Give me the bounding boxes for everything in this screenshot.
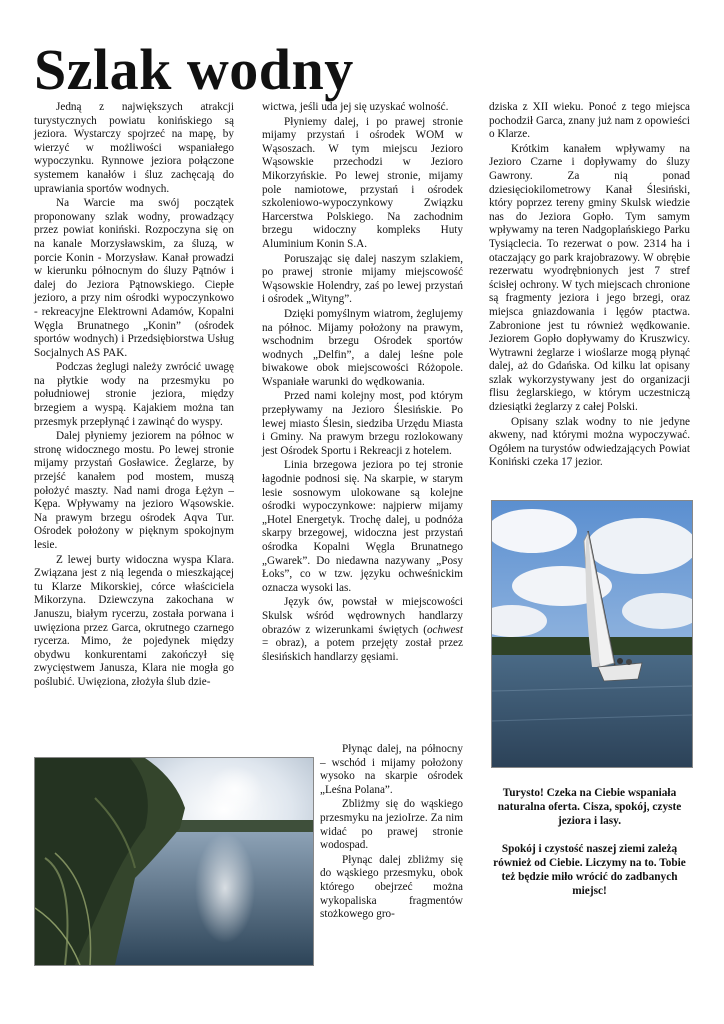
paragraph: Jedną z największych atrakcji turystycznych powiatu konińskiego są jeziora. Wystarczy spojrzeć na mapę, by wierzyć w możliwości wspaniałego wypoczynku. Rynnowe jeziora połączone systemem kanałów i śluz zachęcają do uprawiania sportów wodnych. — [34, 101, 234, 195]
page-title: Szlak wodny — [34, 37, 354, 102]
paragraph: Przed nami kolejny most, pod którym przepływamy na Jezioro Ślesińskie. Po lewej miasto Ślesin, siedziba Urzędu Miasta i Gminy. Na prawym brzegu rozlokowany jest Ośrodek Sportu i Rekreacji z hotelem. — [262, 390, 463, 457]
paragraph: Linia brzegowa jeziora po tej stronie łagodnie podnosi się. Na skarpie, w starym lesie sosnowym ulokowane są kolejne ośrodki wypoczynkowe: najpierw mijamy „Hotel Energetyk. Trochę dalej, u podnóża skarpy brzegowej, widoczna jest przystań ośrodka Kopalni Węgla Brunatnego „Gwarek”. Do niedawna nazywany „Posy Łoks”, co w tzw. języku ochweśnickim oznacza wysoki las. — [262, 459, 463, 594]
tourist-notice — [489, 786, 690, 912]
paragraph: Poruszając się dalej naszym szlakiem, po prawej stronie mijamy miejscowość Wąsowskie Holendry, zaś po lewej przystań i ośrodek „Wityng”. — [262, 252, 463, 306]
article-column-2 — [262, 101, 463, 665]
paragraph: Dzięki pomyślnym wiatrom, żeglujemy na północ. Mijamy położony na prawym, wschodnim brzegu Ośrodek sportów wodnych „Delfin”, a dalej leśne pole biwakowe obok miejscowości Różopole. Wspaniałe warunki do wędkowania. — [262, 307, 463, 388]
italic-term: ochwest — [426, 623, 463, 636]
article-column-1 — [34, 101, 234, 691]
lake-photo-icon — [35, 758, 313, 965]
text-run: Język ów, powstał w miejscowości Skulsk wśród wędrownych handlarzy obrazów z wizerunkami świętych ( — [262, 596, 463, 636]
paragraph: Podczas żeglugi należy zwrócić uwagę na płytkie wody na przesmyku po południowej stronie jeziora, między brzegiem a wyspą. Kajakiem można tan przesmyk przepłynąć i zawinąć do wyspy. — [34, 361, 234, 428]
paragraph: Płynąc dalej zbliżmy się do wąskiego przesmyku, obok którego obejrzeć można wykopaliska fragmentów stożkowego gro- — [320, 853, 463, 921]
notice-paragraph: Spokój i czystość naszej ziemi zależą również od Ciebie. Liczymy na to. Tobie też będzie miło wrócić do zadbanych miejsc! — [493, 843, 686, 897]
article-column-3 — [489, 101, 690, 471]
paragraph: Krótkim kanałem wpływamy na Jezioro Czarne i dopływamy do śluzy Gawrony. Za nią ponad dziesięciokilometrowy Kanał Ślesiński, który poprzez tereny gminy Skulsk wiedzie nas do Jeziora Gopło. Tym samym wpływamy na teren Nadgoplańskiego Parku Tysiąclecia. To rezerwat o pow. 2314 ha i otaczający go park krajobrazowy. W obrębie rezerwatu wyodrębnionych jest 7 stref ścisłej ochrony. W tych miejscach chronione są fragmenty jeziora i jego brzegi, oraz miejsca gniazdowania i lęgów ptactwa. Zabronione jest tu również wędkowanie. Jeziorem Gopło dopływamy do Kruszwicy. Wytrawni żeglarze i wioślarze mogą płynąć dalej, aż do Gdańska. Od kilku lat opisany szlak wykorzystywany jest do organizacji flisu żeglarskiego, w którym uczestniczą dziesiątki żeglarzy z całej Polski. — [489, 142, 690, 414]
paragraph — [262, 596, 463, 664]
paragraph: Płyniemy dalej, i po prawej stronie mijamy przystań i ośrodek WOM w Wąsoszach. W tym miejscu Jezioro Wąsowskie przechodzi w Jezioro Mikorzyńskie. Po lewej stronie, mijamy pole namiotowe, przystań i ośrodek szkoleniowo-wypoczynkowy Związku Harcerstwa Polskiego. Na zachodnim brzegu widoczny kompleks Huty Aluminium Konin S.A. — [262, 115, 463, 250]
paragraph: Dalej płyniemy jeziorem na północ w stronę widocznego mostu. Po lewej stronie mijamy przystań Gosławice. Żeglarze, by przejść kanałem pod mostem, muszą położyć maszty. Nad nami droga Łężyn – Kępa. Wpływamy na jezioro Wąsowskie. Na prawym brzegu ośrodek Aqva Tur. Ośrodek położony w pięknym spokojnym lesie. — [34, 430, 234, 551]
paragraph: Z lewej burty widoczna wyspa Klara. Związana jest z nią legenda o mieszkającej tu Klarze Mikorskiej, córce właściciela Mikorzyna. Dziewczyna zakochana w Januszu, białym rycerzu, została porwana i uwięziona przez Garca, okrutnego czarnego rycerza. Mimo, że pojedynek między obydwu konkurentami zakończył się zwycięstwem Janusza, Klara nie mogła go poślubić. Uwięziona, złożyła ślub dzie- — [34, 553, 234, 688]
paragraph: wictwa, jeśli uda jej się uzyskać wolność. — [262, 101, 449, 113]
paragraph: Płynąc dalej, na północny – wschód i mijamy położony wysoko na skarpie ośrodek „Leśna Polana”. — [320, 743, 463, 796]
notice-paragraph: Turysto! Czeka na Ciebie wspaniała naturalna oferta. Cisza, spokój, czyste jeziora i lasy. — [497, 787, 682, 827]
paragraph: Zbliżmy się do wąskiego przesmyku na jezioIrze. Za nim widać po prawej stronie wodospad. — [320, 798, 463, 852]
sailboat-photo-icon — [492, 501, 692, 767]
lake-photo — [34, 757, 314, 966]
text-run: = obraz), a potem przejęty został przez ślesińskich handlarzy gęsiami. — [262, 637, 463, 663]
paragraph: Opisany szlak wodny to nie jedyne akweny, nad którymi można wypoczywać. Ogółem na turystów odwiedzających Powiat Koniński czeka 17 jezior. — [489, 415, 690, 469]
paragraph: dziska z XII wieku. Ponoć z tego miejsca pochodził Garca, znany już nam z opowieści o Klarze. — [489, 101, 690, 141]
sailboat-photo — [491, 500, 693, 768]
article-column-2-lower — [320, 743, 463, 923]
paragraph: Na Warcie ma swój początek proponowany szlak wodny, prowadzący przez powiat koniński. Rozpoczyna się on na kanale Morzysławskim, za śluzą, w porcie Konin - Morzysław. Kanał prowadzi w kierunku północnym do śluzy Pątnów i dalej do Jeziora Pątnowskiego. Ciepłe jezioro, a przy nim ośrodki wypoczynkowo - rekreacyjne Elektrowni Adamów, Kopalni Węgla Brunatnego „Konin” (ośrodek sportów wodnych) i Przedsiębiorstwa Usług Socjalnych AS PAK. — [34, 197, 234, 359]
